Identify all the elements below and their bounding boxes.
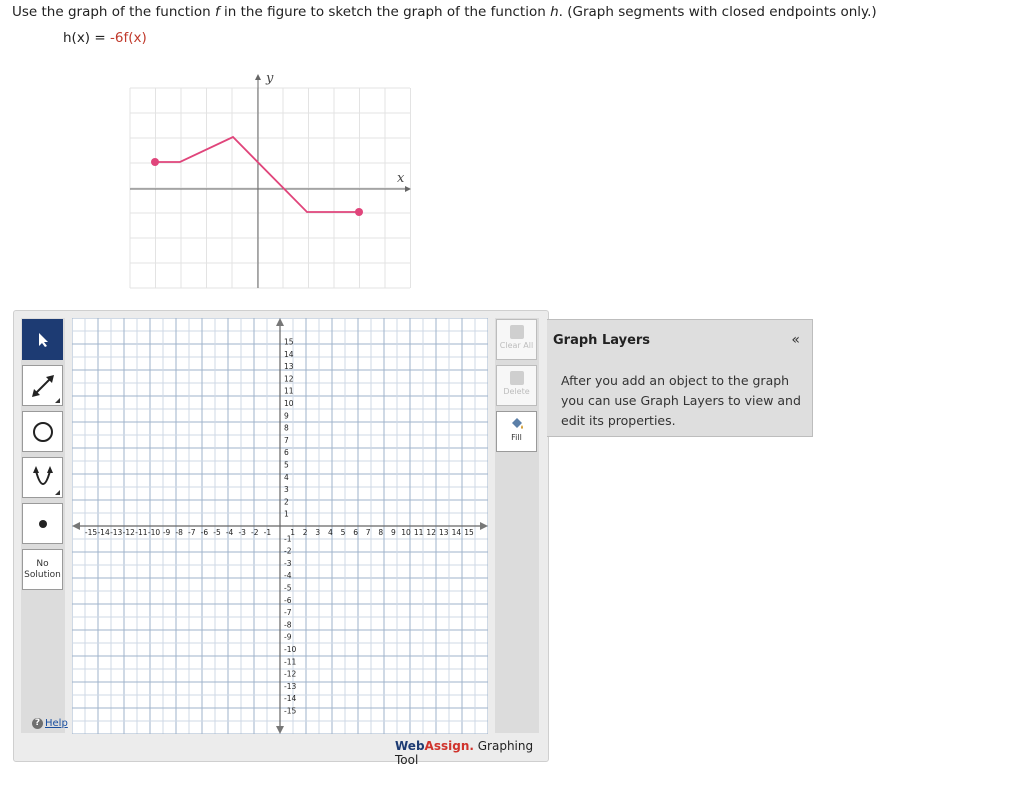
prompt-text-2: in the figure to sketch the graph of the function [219, 4, 551, 20]
prompt-text-3: . (Graph segments with closed endpoints only.) [558, 4, 877, 20]
x-tick-label: -12 [122, 528, 135, 537]
clear-all-button[interactable] [496, 319, 537, 360]
x-tick-label: 3 [315, 528, 321, 537]
function-figure [120, 66, 420, 296]
help-label: Help [45, 718, 68, 729]
collapse-icon[interactable]: « [791, 332, 800, 348]
y-tick-label: 10 [284, 399, 294, 408]
prompt-text-1: Use the graph of the function [12, 4, 215, 20]
line-segment-icon [28, 371, 58, 401]
x-tick-label: -6 [200, 528, 209, 537]
point-icon [36, 517, 50, 531]
y-tick-label: 1 [284, 509, 289, 519]
x-tick-label: 4 [328, 528, 333, 537]
y-tick-label: 9 [284, 411, 289, 421]
x-tick-label: -14 [97, 528, 110, 537]
graph-layers-panel [547, 319, 813, 437]
x-tick-label: 9 [391, 528, 396, 537]
x-tick-label: -5 [213, 528, 221, 537]
y-tick-label: 14 [284, 349, 294, 359]
help-link[interactable] [32, 718, 68, 729]
y-tick-label: 2 [284, 497, 289, 507]
x-tick-label: -8 [175, 528, 183, 537]
x-tick-label: 12 [426, 528, 436, 537]
question-prompt [12, 4, 877, 20]
circle-icon [30, 419, 56, 445]
x-tick-label: 2 [302, 528, 308, 537]
x-tick-label: -1 [263, 528, 272, 537]
y-tick-label: 15 [284, 337, 294, 347]
graph-layers-title: Graph Layers [553, 333, 651, 348]
y-tick-label: 12 [284, 374, 294, 384]
graph-layers-description: After you add an object to the graph you can use Graph Layers to view and edit its properties. [561, 373, 801, 428]
pointer-icon [36, 332, 50, 348]
right-toolbar [495, 318, 539, 733]
delete-button[interactable] [496, 365, 537, 406]
y-tick-label: 7 [284, 435, 289, 445]
formula-right: -6f(x) [109, 30, 147, 46]
y-tick-label: 3 [284, 485, 289, 495]
y-tick-label: -7 [284, 608, 292, 618]
delete-label: Delete [503, 387, 530, 396]
prompt-f: f [214, 4, 220, 20]
brand-assign: Assign. [424, 739, 474, 753]
y-tick-label: -5 [284, 583, 292, 593]
x-tick-label: -4 [225, 528, 234, 537]
y-tick-label: 4 [284, 472, 289, 482]
x-tick-label: 15 [464, 528, 474, 537]
point-tool-button[interactable] [22, 503, 63, 544]
y-tick-label: -8 [284, 620, 292, 630]
trash-icon [510, 371, 524, 385]
left-toolbar [21, 318, 68, 733]
x-tick-label: 10 [401, 528, 411, 537]
y-tick-label: 8 [284, 423, 289, 433]
x-tick-label: 14 [451, 528, 462, 537]
fill-button[interactable] [496, 411, 537, 452]
y-tick-label: -9 [284, 632, 292, 642]
no-solution-line1: No [36, 558, 49, 569]
x-tick-label: 5 [340, 528, 346, 537]
x-tick-label: 1 [290, 528, 295, 537]
x-tick-label: -13 [110, 528, 123, 537]
y-tick-label: -15 [284, 706, 297, 716]
brand-web: Web [395, 739, 425, 753]
pointer-tool-button[interactable] [22, 319, 63, 360]
y-tick-label: -10 [284, 645, 297, 654]
x-tick-label: -2 [251, 528, 259, 537]
help-icon: ? [32, 718, 43, 729]
x-tick-label: 7 [365, 528, 371, 537]
figure-right-endpoint [355, 208, 363, 216]
figure-grid [130, 88, 411, 288]
circle-tool-button[interactable] [22, 411, 63, 452]
prompt-h: h [550, 4, 559, 20]
y-tick-label: -2 [284, 546, 292, 556]
x-tick-label: -7 [188, 528, 196, 537]
parabola-tool-button[interactable] [22, 457, 63, 498]
y-tick-label: 13 [284, 362, 294, 372]
figure-y-label: y [266, 71, 274, 86]
x-tick-label: -11 [135, 528, 148, 537]
y-tick-label: -6 [284, 595, 292, 605]
clear-all-icon [510, 325, 524, 339]
figure-x-label: x [397, 171, 405, 186]
line-tool-corner [55, 398, 60, 403]
brand-tool: Graphing Tool [395, 739, 534, 767]
parabola-tool-corner [55, 490, 60, 495]
x-tick-label: -10 [147, 528, 161, 537]
formula-left: h(x) = [63, 30, 110, 46]
x-tick-label: 8 [378, 528, 384, 537]
no-solution-line2: Solution [24, 569, 61, 580]
y-tick-label: 5 [284, 460, 289, 470]
y-tick-label: -12 [284, 669, 297, 679]
y-tick-label: -4 [284, 571, 292, 581]
x-tick-label: 13 [439, 528, 449, 537]
x-tick-label: 6 [353, 528, 358, 537]
clear-all-label: Clear All [499, 341, 534, 350]
no-solution-label [24, 559, 61, 581]
webassign-brand [395, 739, 548, 767]
graphing-tool [13, 310, 549, 767]
y-tick-label: 6 [284, 448, 289, 458]
parabola-icon [28, 463, 58, 493]
y-tick-label: -1 [284, 534, 292, 544]
y-tick-label: -13 [284, 681, 297, 691]
figure-y-arrow [255, 74, 261, 80]
y-tick-label: -14 [284, 694, 297, 704]
y-tick-label: 11 [284, 386, 294, 396]
x-tick-label: 11 [413, 528, 424, 537]
x-tick-label: -9 [162, 528, 171, 537]
line-tool-button[interactable] [22, 365, 63, 406]
y-tick-label: -3 [284, 558, 292, 568]
x-tick-label: -3 [238, 528, 246, 537]
fill-icon [509, 417, 525, 431]
no-solution-button[interactable] [22, 549, 63, 590]
figure-left-endpoint [151, 158, 159, 166]
x-tick-label: -15 [84, 528, 98, 537]
fill-label: Fill [511, 433, 522, 442]
y-tick-label: -11 [284, 657, 297, 667]
formula [63, 30, 147, 46]
graph-canvas[interactable] [72, 318, 488, 734]
